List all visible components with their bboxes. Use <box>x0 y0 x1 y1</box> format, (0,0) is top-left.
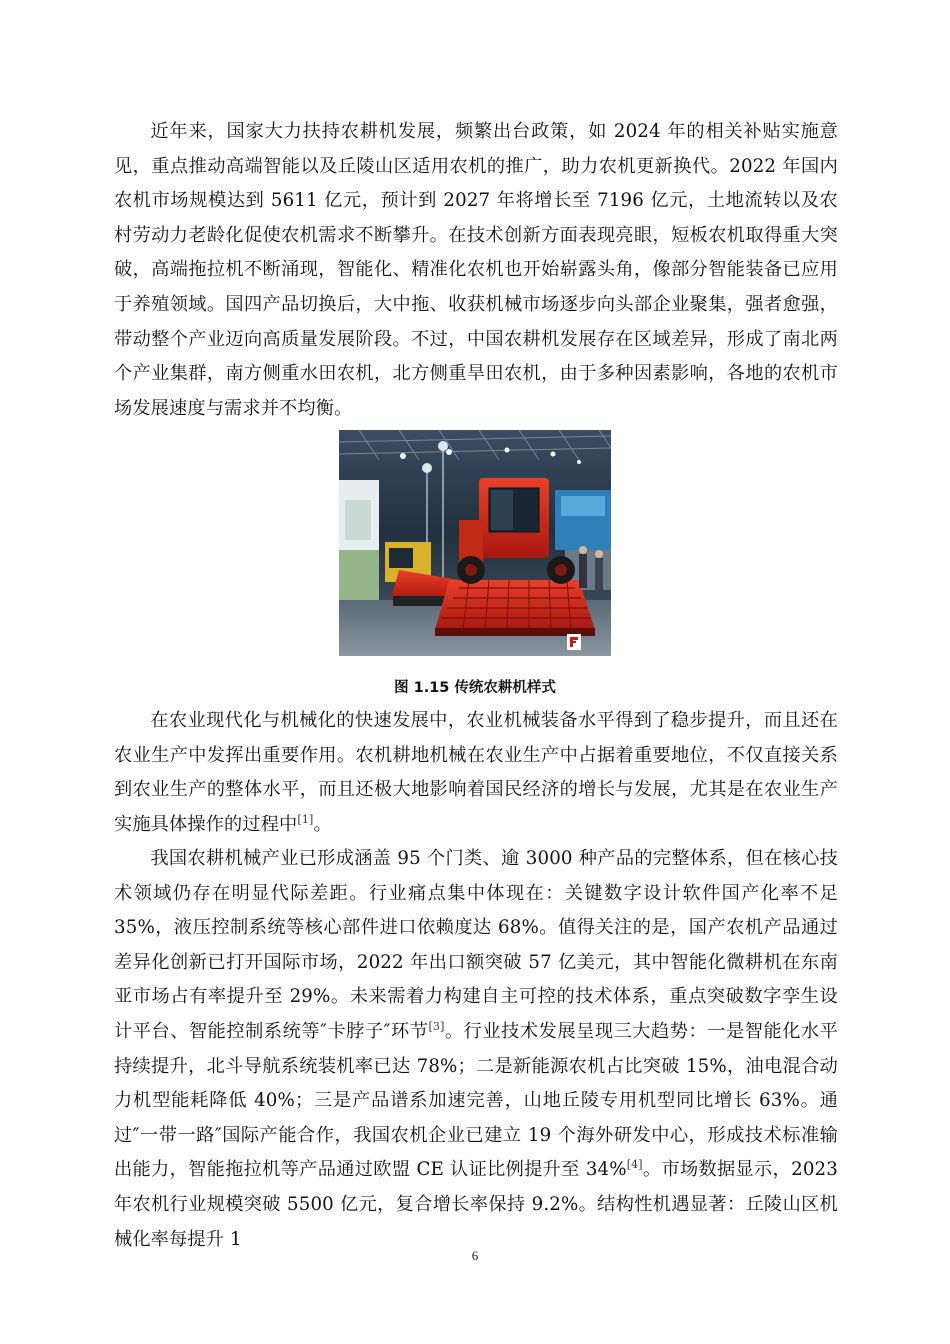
figure-image-harvester <box>339 430 611 656</box>
paragraph-text: 在农业现代化与机械化的快速发展中，农业机械装备水平得到了稳步提升，而且还在农业生产中发挥出重要作用。农机耕地机械在农业生产中占据着重要地位，不仅直接关系到农业生产的整体水平，而且还极大地影响着国民经济的增长与发展，尤其是在农业生产实施具体操作的过程中 <box>114 710 838 835</box>
paragraph-text: 近年来，国家大力扶持农耕机发展，频繁出台政策，如 2024 年的相关补贴实施意见，重点推动高端智能以及丘陵山区适用农机的推广，助力农机更新换代。2022 年国内农机市场规模达到 5611 亿元，预计到 2027 年将增长至 7196 亿元，土地流转以及农村劳动力老龄化促使农机需求不断攀升。在技术创新方面表现亮眼，短板农机取得重大突破，高端拖拉机不断涌现，智能化、精准化农机也开始崭露头角，像部分智能装备已应用于养殖领域。国四产品切换后，大中拖、收获机械市场逐步向头部企业聚集，强者愈强，带动整个产业迈向高质量发展阶段。不过，中国农耕机发展存在区域差异，形成了南北两个产业集群，南方侧重水田农机，北方侧重旱田农机，由于多种因素影响，各地的农机市场发展速度与需求并不均衡。 <box>114 121 838 419</box>
figure-caption: 图 1.15 传统农耕机样式 <box>394 680 556 696</box>
citation-ref: [1] <box>297 812 314 826</box>
body-paragraph-2 <box>114 704 838 842</box>
body-paragraph-3 <box>114 842 838 1257</box>
body-paragraph-1 <box>114 115 838 426</box>
paragraph-text: 我国农耕机械产业已形成涵盖 95 个门类、逾 3000 种产品的完整体系，但在核心技术领域仍存在明显代际差距。行业痛点集中体现在：关键数字设计软件国产化率不足 35%，液压控制系统等核心部件进口依赖度达 68%。值得关注的是，国产农机产品通过差异化创新已打开国际市场，2022 年出口额突破 57 亿美元，其中智能化微耕机在东南亚市场占有率提升至 29%。未来需着力构建自主可控的技术体系，重点突破数字孪生设计平台、智能控制系统等″卡脖子″环节 <box>114 848 838 1042</box>
paragraph-text-end: 。 <box>313 813 332 835</box>
citation-ref: [4] <box>626 1158 643 1172</box>
paragraph-text-cont: 。行业技术发展呈现三大趋势：一是智能化水平持续提升，北斗导航系统装机率已达 78%；二是新能源农机占比突破 15%，油电混合动力机型能耗降低 40%；三是产品谱系加速完善，山地丘陵专用机型同比增长 63%。通过″一带一路″国际产能合作，我国农机企业已建立 19 个海外研发中心，形成技术标准输出能力，智能拖拉机等产品通过欧盟 CE 认证比例提升至 34% <box>114 1020 838 1181</box>
harvester-exhibition-photo <box>339 430 611 656</box>
paragraph-text-end: 。市场数据显示，2023 年农机行业规模突破 5500 亿元，复合增长率保持 9.2%。结构性机遇显著：丘陵山区机械化率每提升 1 <box>114 1159 838 1250</box>
page-number: 6 <box>471 1248 479 1263</box>
citation-ref: [3] <box>428 1019 445 1033</box>
